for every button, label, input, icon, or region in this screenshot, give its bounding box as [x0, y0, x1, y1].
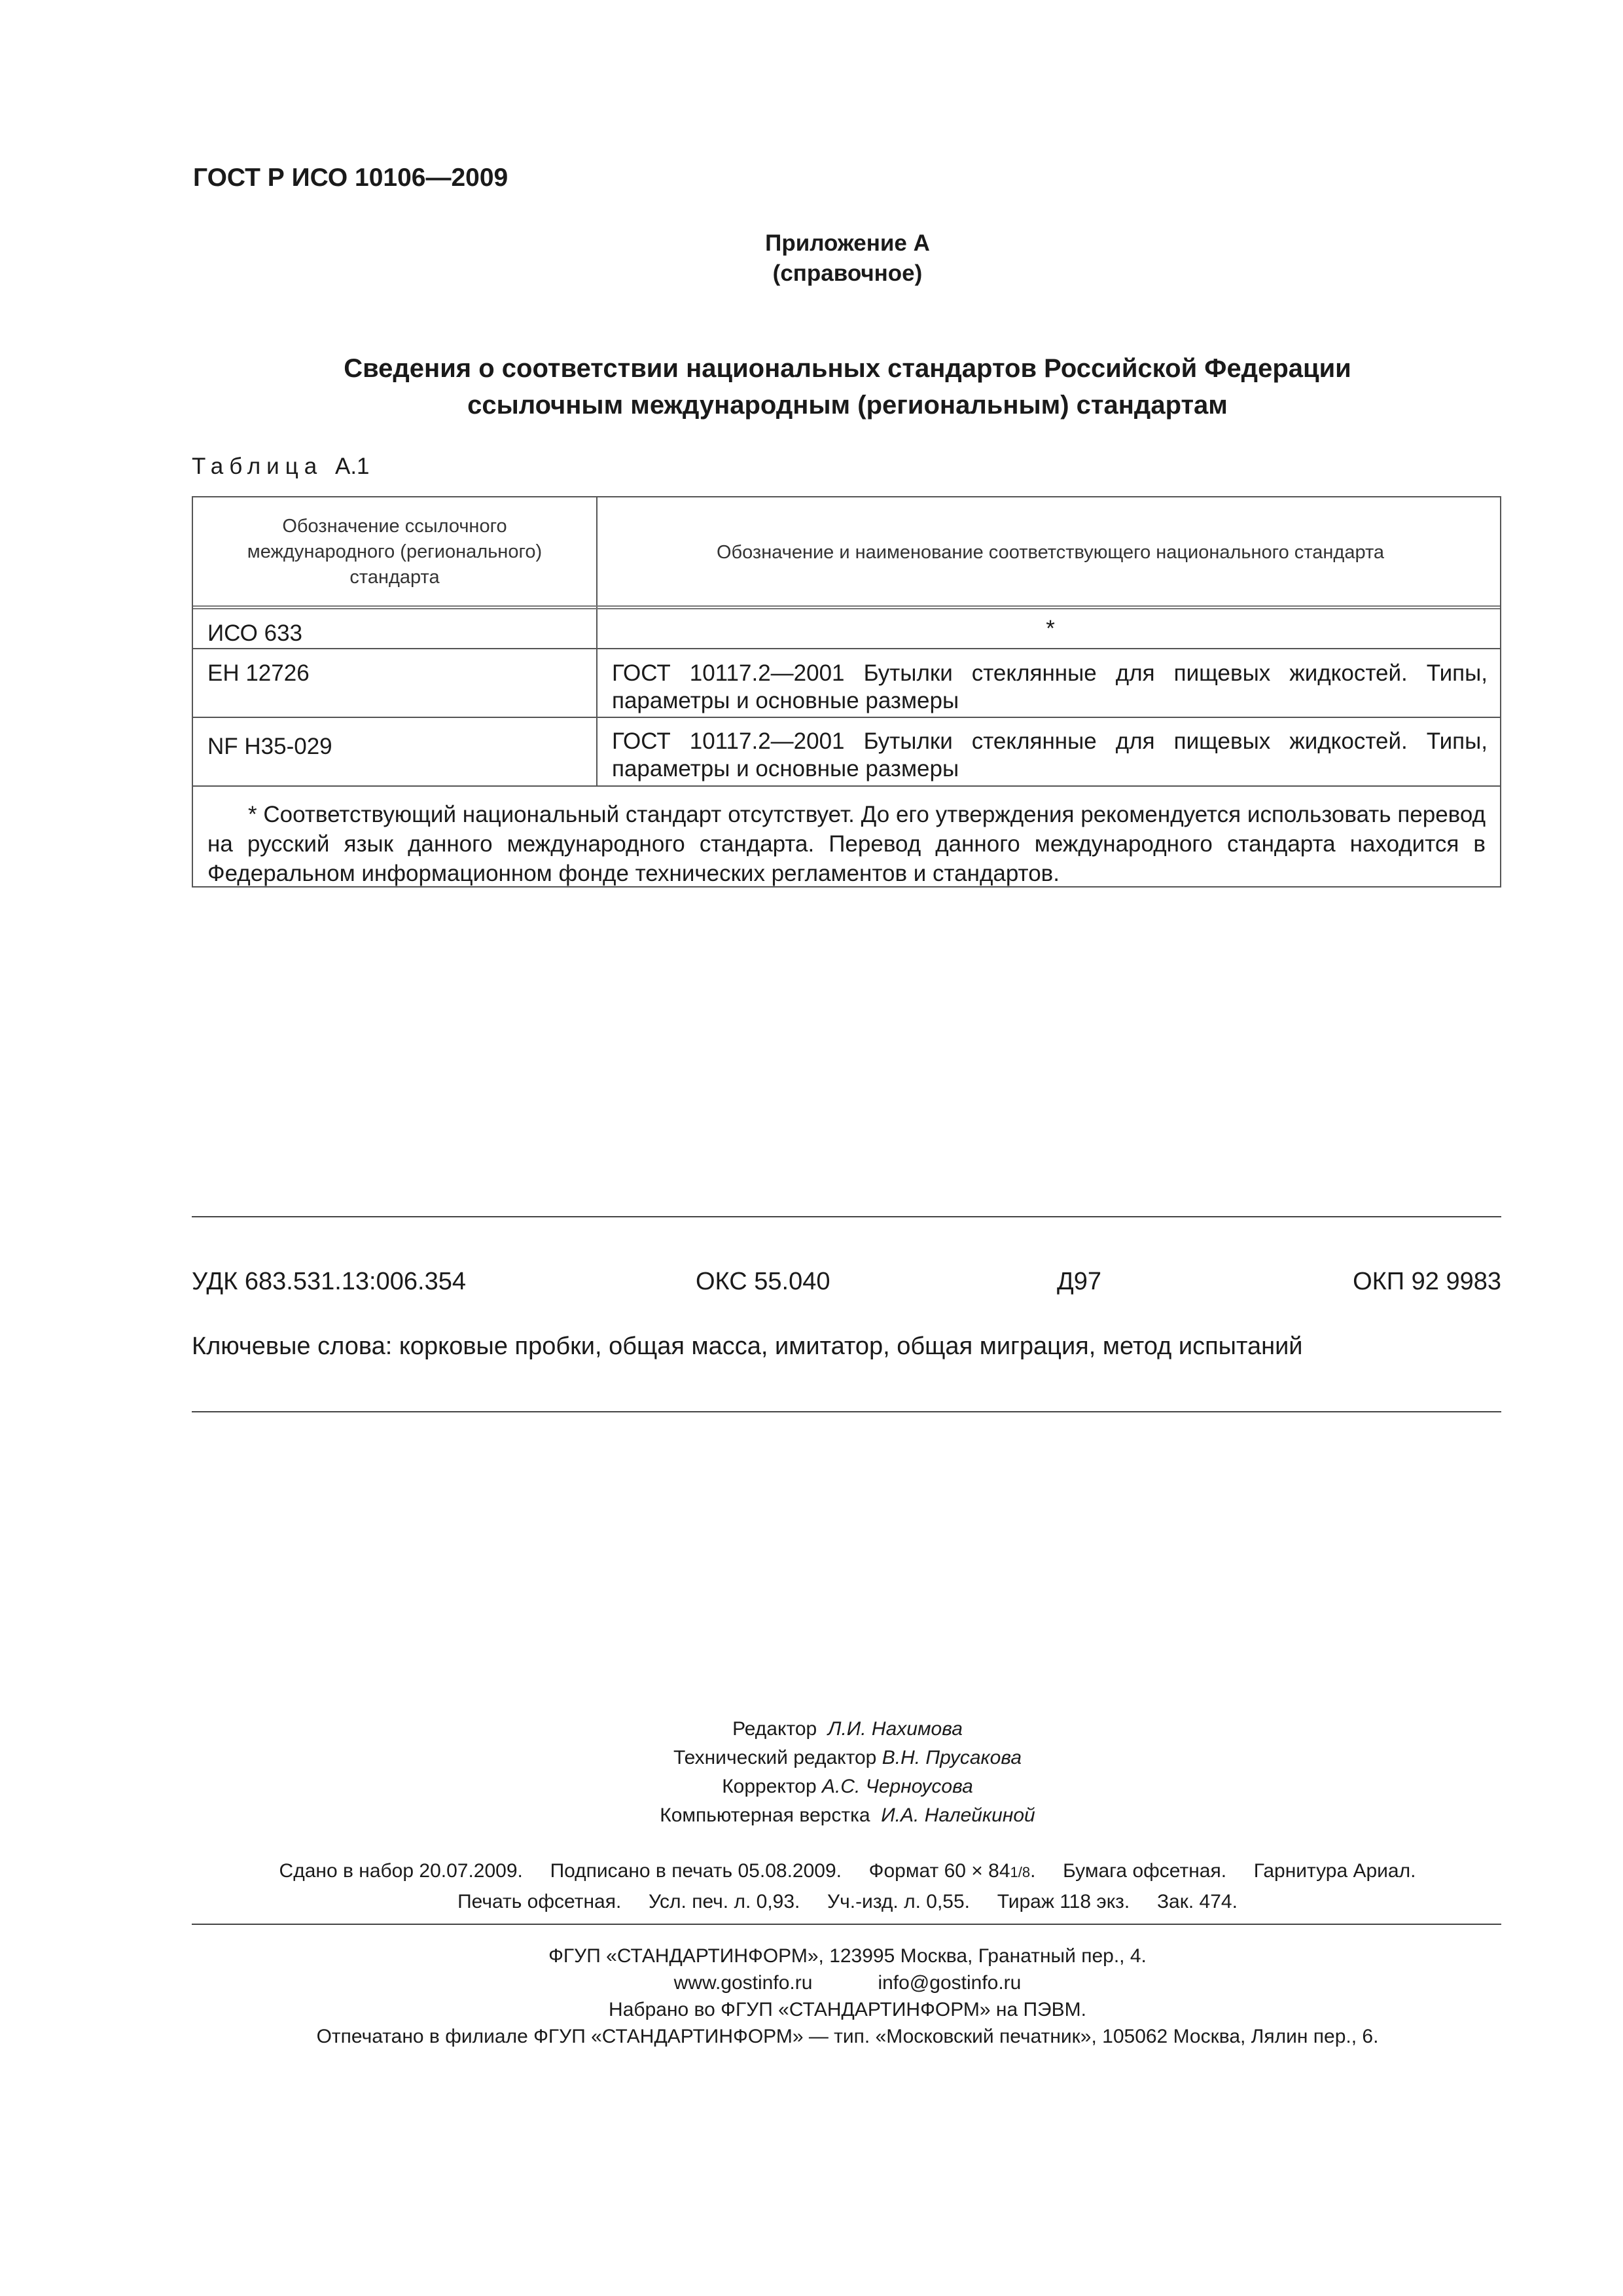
credit-name: А.С. Черноусова	[821, 1776, 973, 1797]
print-submitted: Сдано в набор 20.07.2009.	[279, 1860, 523, 1882]
publisher-address: ФГУП «СТАНДАРТИНФОРМ», 123995 Москва, Гранатный пер., 4.	[548, 1945, 1147, 1967]
print-info	[0, 1856, 1623, 1916]
print-cond-sheets: Усл. печ. л. 0,93.	[649, 1891, 800, 1912]
appendix-heading-line-2: ссылочным международным (региональным) стандартам	[467, 391, 1228, 420]
print-info-line-2	[0, 1887, 1623, 1916]
header-national-standard: Обозначение и наименование соответствующего национального стандарта	[716, 542, 1385, 563]
credit-role: Технический редактор	[673, 1747, 877, 1768]
header-reference-standard	[206, 514, 583, 590]
publisher-printed: Отпечатано в филиале ФГУП «СТАНДАРТИНФОРМ» — тип. «Московский печатник», 105062 Москва, Лялин пер., 6.	[316, 2026, 1379, 2047]
table-label-number: А.1	[334, 454, 370, 479]
credit-role: Корректор	[722, 1776, 817, 1797]
print-format-prefix: Формат 60 × 84	[868, 1860, 1010, 1882]
table-cell-national: *	[1046, 616, 1055, 641]
print-order: Зак. 474.	[1156, 1891, 1238, 1912]
credit-name: Л.И. Нахимова	[827, 1718, 963, 1740]
appendix-heading-line-1: Сведения о соответствии национальных стандартов Российской Федерации	[344, 354, 1351, 383]
credit-name: И.А. Налейкиной	[881, 1804, 1035, 1826]
header-line: международного (регионального)	[247, 541, 543, 562]
credits-block	[0, 1715, 1623, 1830]
table-cell-ref: NF H35-029	[207, 734, 332, 759]
print-format-fraction: 1/8	[1010, 1864, 1031, 1880]
print-paper: Бумага офсетная.	[1063, 1860, 1227, 1882]
table-cell-ref: ЕН 12726	[207, 660, 310, 686]
column-divider	[596, 497, 597, 785]
section-rule	[192, 1216, 1501, 1217]
okp-code: ОКП 92 9983	[1353, 1268, 1501, 1295]
section-rule	[192, 1411, 1501, 1412]
print-method: Печать офсетная.	[457, 1891, 622, 1912]
row-divider	[193, 785, 1500, 787]
d-code: Д97	[1057, 1268, 1102, 1295]
section-rule	[192, 1924, 1501, 1925]
print-format-suffix: .	[1030, 1860, 1036, 1882]
appendix-subtitle: (справочное)	[772, 260, 923, 286]
credit-role: Компьютерная верстка	[660, 1804, 870, 1826]
credit-editor	[0, 1715, 1623, 1744]
publisher-email[interactable]: info@gostinfo.ru	[878, 1972, 1022, 1994]
publisher-website[interactable]: www.gostinfo.ru	[673, 1972, 813, 1994]
table-label	[192, 454, 370, 480]
credit-name: В.Н. Прусакова	[882, 1747, 1022, 1768]
reference-table	[192, 496, 1501, 888]
row-divider	[193, 648, 1500, 649]
appendix-title: Приложение А	[765, 230, 930, 256]
publisher-block	[0, 1943, 1623, 2050]
print-run: Тираж 118 экз.	[997, 1891, 1130, 1912]
table-cell-ref: ИСО 633	[207, 620, 303, 646]
credit-tech-editor	[0, 1744, 1623, 1772]
print-format	[869, 1860, 1036, 1882]
table-label-word: Таблица	[192, 454, 323, 479]
oks-code: ОКС 55.040	[696, 1268, 830, 1295]
publisher-typeset: Набрано во ФГУП «СТАНДАРТИНФОРМ» на ПЭВМ.	[609, 1999, 1086, 2020]
print-signed: Подписано в печать 05.08.2009.	[550, 1860, 842, 1882]
credit-proofreader	[0, 1772, 1623, 1801]
table-cell-national: ГОСТ 10117.2—2001 Бутылки стеклянные для пищевых жидкостей. Типы, параметры и основные размеры	[612, 728, 1488, 781]
header-line: Обозначение ссылочного	[282, 516, 507, 537]
credit-role: Редактор	[732, 1718, 817, 1740]
print-font: Гарнитура Ариал.	[1253, 1860, 1416, 1882]
table-cell-national: ГОСТ 10117.2—2001 Бутылки стеклянные для пищевых жидкостей. Типы, параметры и основные размеры	[612, 660, 1488, 713]
header-divider	[193, 605, 1500, 609]
document-code: ГОСТ Р ИСО 10106—2009	[193, 164, 508, 192]
credit-layout	[0, 1801, 1623, 1830]
print-pub-sheets: Уч.-изд. л. 0,55.	[827, 1891, 970, 1912]
appendix-heading	[0, 350, 1623, 423]
table-footnote: * Соответствующий национальный стандарт отсутствует. До его утверждения рекомендуется использовать перевод на русский язык данного международного стандарта. Перевод данного международного стандарта находится в Федеральном информационном фонде технических регламентов и стандартов.	[207, 802, 1486, 886]
header-line: стандарта	[349, 567, 440, 588]
print-info-line-1	[0, 1856, 1623, 1887]
publisher-contacts	[0, 1969, 1623, 1996]
keywords: Ключевые слова: корковые пробки, общая масса, имитатор, общая миграция, метод испытаний	[192, 1333, 1303, 1360]
row-divider	[193, 717, 1500, 718]
udk-code: УДК 683.531.13:006.354	[192, 1268, 466, 1295]
